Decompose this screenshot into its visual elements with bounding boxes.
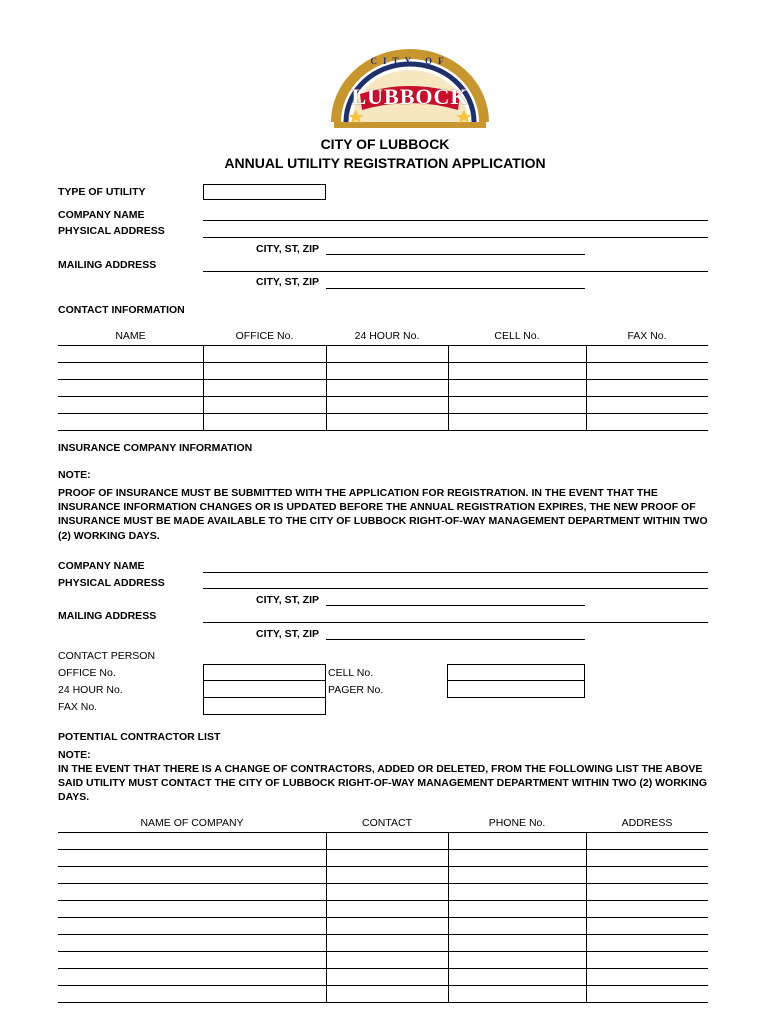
contact-col-24hour: 24 HOUR No. bbox=[354, 330, 420, 342]
insurance-note-text: PROOF OF INSURANCE MUST BE SUBMITTED WITH THE APPLICATION FOR REGISTRATION. IN THE EVENT THAT THE INSURANCE INFORMATION CHANGES OR IS UPDATED BEFORE THE ANNUAL REGISTRATION EXPIRES, THE NEW PROOF OF INSURANCE MUST BE MADE AVAILABLE TO THE CITY OF LUBBOCK RIGHT-OF-WAY MANAGEMENT DEPARTMENT WITHIN TWO (2) WORKING DAYS. bbox=[58, 487, 708, 542]
page-title: CITY OF LUBBOCK bbox=[320, 136, 450, 152]
logo-top-text: CITY OF bbox=[370, 56, 450, 66]
city-st-zip-label: CITY, ST, ZIP bbox=[256, 243, 320, 255]
contractor-list-label: POTENTIAL CONTRACTOR LIST bbox=[58, 731, 221, 743]
company-name-field[interactable] bbox=[203, 220, 708, 221]
contact-person-label: CONTACT PERSON bbox=[58, 650, 156, 662]
fax-no-field[interactable] bbox=[203, 697, 326, 715]
cell-no-label: CELL No. bbox=[328, 667, 374, 679]
24-hour-no-field[interactable] bbox=[203, 680, 326, 698]
logo-main-text: LUBBOCK bbox=[351, 84, 469, 109]
contact-col-office: OFFICE No. bbox=[235, 330, 294, 342]
contractor-note-text: IN THE EVENT THAT THERE IS A CHANGE OF CONTRACTORS, ADDED OR DELETED, FROM THE FOLLOWING LIST THE ABOVE SAID UTILITY MUST CONTACT THE CITY OF LUBBOCK RIGHT-OF-WAY MANAGEMENT DEPARTMENT WITHIN TWO (2) WORKING DAYS. bbox=[58, 763, 708, 804]
contractor-col-contact: CONTACT bbox=[362, 817, 412, 829]
city-st-zip-field[interactable] bbox=[326, 254, 585, 255]
physical-address-label: PHYSICAL ADDRESS bbox=[58, 225, 165, 237]
insurance-company-name-label: COMPANY NAME bbox=[58, 560, 145, 572]
24-hour-no-label: 24 HOUR No. bbox=[58, 684, 123, 696]
contact-col-fax: FAX No. bbox=[627, 330, 667, 342]
table-row bbox=[58, 867, 708, 884]
table-row bbox=[58, 935, 708, 952]
table-row bbox=[58, 833, 708, 850]
company-name-label: COMPANY NAME bbox=[58, 209, 145, 221]
table-row bbox=[58, 918, 708, 935]
insurance-city-st-zip-field[interactable] bbox=[326, 605, 585, 606]
contractor-col-company: NAME OF COMPANY bbox=[140, 817, 244, 829]
insurance-city-st-zip-label: CITY, ST, ZIP bbox=[256, 594, 320, 606]
insurance-physical-address-field[interactable] bbox=[203, 588, 708, 589]
table-row bbox=[58, 363, 708, 380]
fax-no-label: FAX No. bbox=[58, 701, 98, 713]
contact-information-label: CONTACT INFORMATION bbox=[58, 304, 185, 316]
insurance-physical-address-label: PHYSICAL ADDRESS bbox=[58, 577, 165, 589]
page-subtitle: ANNUAL UTILITY REGISTRATION APPLICATION bbox=[224, 155, 546, 171]
pager-no-field[interactable] bbox=[447, 680, 585, 698]
insurance-company-name-field[interactable] bbox=[203, 572, 708, 573]
table-row bbox=[58, 901, 708, 918]
mailing-address-label: MAILING ADDRESS bbox=[58, 259, 157, 271]
mailing-address-field[interactable] bbox=[203, 271, 708, 272]
mailing-city-st-zip-field[interactable] bbox=[326, 288, 585, 289]
insurance-mailing-address-field[interactable] bbox=[203, 622, 708, 623]
physical-address-field[interactable] bbox=[203, 237, 708, 238]
type-of-utility-field[interactable] bbox=[203, 184, 326, 200]
city-logo bbox=[330, 48, 490, 130]
table-row bbox=[58, 346, 708, 363]
cell-no-field[interactable] bbox=[447, 664, 585, 681]
table-row bbox=[58, 850, 708, 867]
table-row bbox=[58, 986, 708, 1003]
insurance-mailing-city-st-zip-label: CITY, ST, ZIP bbox=[256, 628, 320, 640]
insurance-section-label: INSURANCE COMPANY INFORMATION bbox=[58, 442, 253, 454]
office-no-label: OFFICE No. bbox=[58, 667, 116, 679]
contact-col-cell: CELL No. bbox=[494, 330, 540, 342]
contact-information-table bbox=[58, 330, 708, 431]
contact-col-name: NAME bbox=[115, 330, 146, 342]
table-row bbox=[58, 414, 708, 431]
office-no-field[interactable] bbox=[203, 664, 326, 681]
table-row bbox=[58, 884, 708, 901]
contractor-table bbox=[58, 817, 708, 1003]
mailing-city-st-zip-label: CITY, ST, ZIP bbox=[256, 276, 320, 288]
contractor-col-phone: PHONE No. bbox=[488, 817, 546, 829]
table-row bbox=[58, 952, 708, 969]
type-of-utility-label: TYPE OF UTILITY bbox=[58, 186, 146, 198]
pager-no-label: PAGER No. bbox=[328, 684, 384, 696]
table-row bbox=[58, 397, 708, 414]
contractor-col-address: ADDRESS bbox=[621, 817, 673, 829]
contractor-note-label: NOTE: bbox=[58, 749, 91, 761]
insurance-note-label: NOTE: bbox=[58, 469, 91, 481]
table-row bbox=[58, 380, 708, 397]
insurance-mailing-address-label: MAILING ADDRESS bbox=[58, 610, 157, 622]
insurance-mailing-city-st-zip-field[interactable] bbox=[326, 639, 585, 640]
table-row bbox=[58, 969, 708, 986]
